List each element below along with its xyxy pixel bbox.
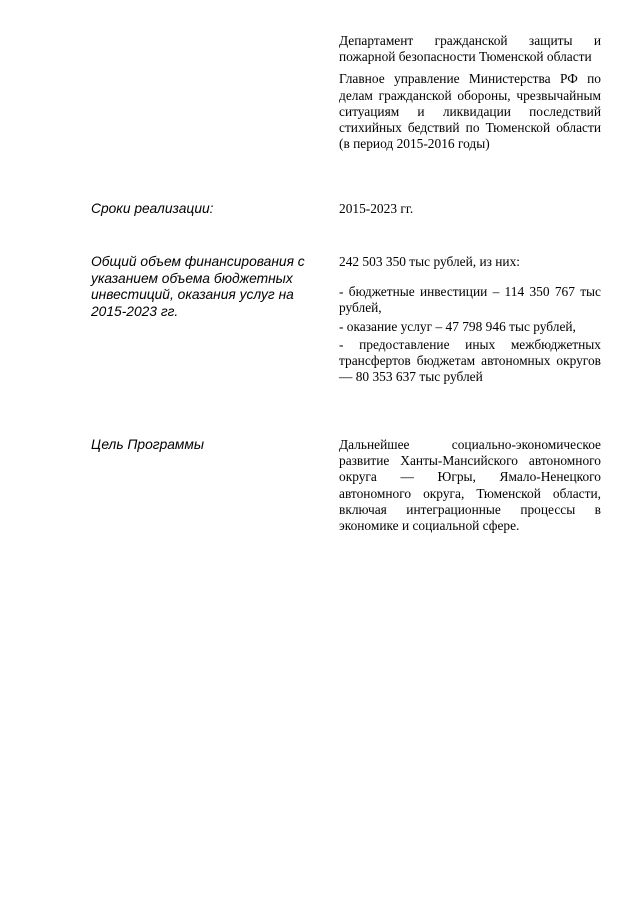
financing-label: Общий объем финансирования с указанием объема бюджетных инвестиций, оказания услуг на 2015-2023 гг. (91, 254, 305, 319)
goal-text: Дальнейшее социально-экономическое развитие Ханты-Мансийского автономного округа — Югры, Ямало-Ненецкого автономного округа, Тюменской области, включая интеграционные процессы в экономике и социальной сфере. (339, 437, 601, 534)
goal-block (339, 437, 601, 534)
financing-total: 242 503 350 тыс рублей, из них: (339, 254, 520, 269)
financing-item: - бюджетные инвестиции – 114 350 767 тыс рублей, (339, 284, 601, 316)
period-label: Сроки реализации: (91, 201, 214, 216)
executor-item: Департамент гражданской защиты и пожарной безопасности Тюменской области (339, 33, 601, 65)
financing-item: - оказание услуг – 47 798 946 тыс рублей, (339, 318, 576, 334)
financing-list (339, 284, 601, 385)
executors-block (339, 33, 601, 152)
goal-label: Цель Программы (91, 437, 204, 452)
period-value (339, 201, 601, 217)
executor-item: Главное управление Министерства РФ по делам гражданской обороны, чрезвычайным ситуациям и ликвидации последствий стихийных бедствий по Тюменской области (в период 2015-2016 годы) (339, 71, 601, 152)
financing-item: - предоставление иных межбюджетных трансфертов бюджетам автономных округов — 80 353 637 тыс рублей (339, 336, 601, 385)
financing-block (339, 254, 601, 385)
period-value-text: 2015-2023 гг. (339, 201, 414, 216)
